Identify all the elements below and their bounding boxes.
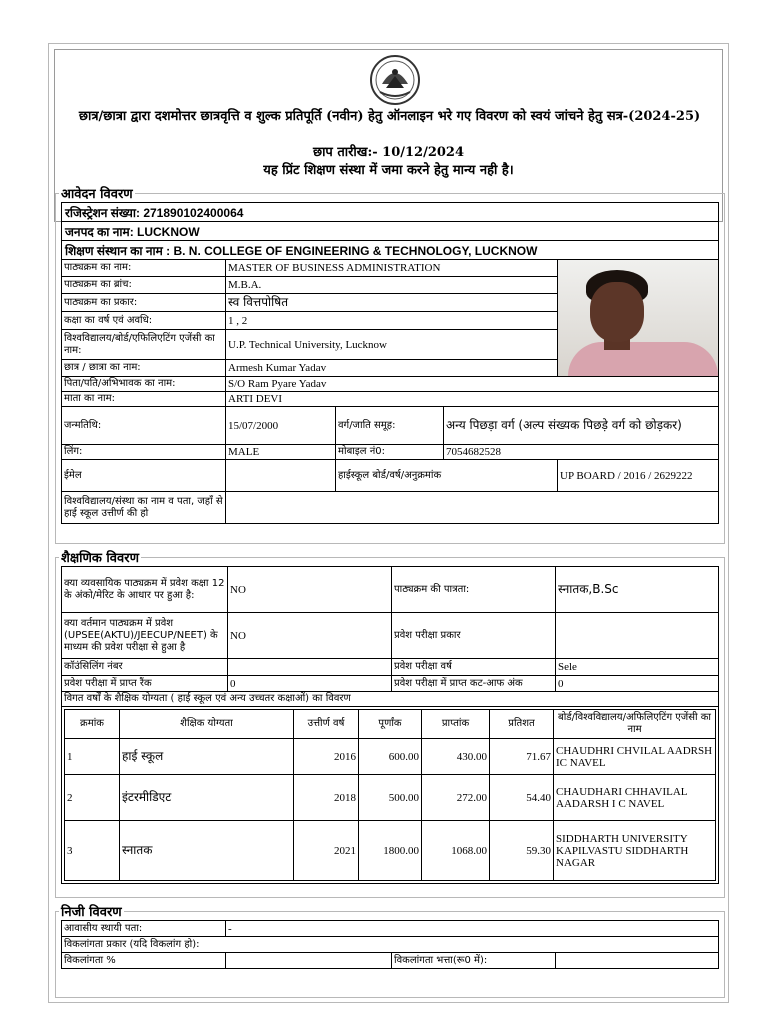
exam-year-label: प्रवेश परीक्षा वर्ष [392,659,556,676]
table-row [65,775,716,821]
row-max-marks: 500.00 [359,775,422,821]
disability-percent [226,953,392,969]
year-duration: 1 , 2 [226,312,558,330]
academic-table [61,566,719,884]
personal-legend: निजी विवरण [61,905,122,920]
row-qualification: स्नातक [120,821,294,881]
merit-question-label: क्या व्यवसायिक पाठ्यक्रम में प्रवेश कक्षा 12 के अंको/मेरिट के आधार पर हुआ है: [62,567,228,613]
course-type: स्व वित्तपोषित [226,294,558,312]
father-name: S/O Ram Pyare Yadav [226,377,719,392]
entrance-question-label: क्या वर्तमान पाठ्यक्रम में प्रवेश (UPSEE(AKTU)/JEECUP/NEET) के माध्यम की प्रवेश परीक्षा से हुआ है [62,613,228,659]
gender-label: लिंग: [62,445,226,460]
table-row [65,739,716,775]
row-percentage: 71.67 [490,739,554,775]
row-board: CHAUDHRI CHVILAL AADRSH IC NAVEL [554,739,716,775]
address-label: आवासीय स्थायी पता: [62,921,226,937]
row-board: SIDDHARTH UNIVERSITY KAPILVASTU SIDDHARTH NAGAR [554,821,716,881]
address: - [226,921,719,937]
print-date: छाप तारीख:- 10/12/2024 [312,145,465,160]
row-max-marks: 1800.00 [359,821,422,881]
row-percentage: 54.40 [490,775,554,821]
exam-type-label: प्रवेश परीक्षा प्रकार [392,613,556,659]
rank: 0 [228,676,392,692]
mother-name-label: माता का नाम: [62,392,226,407]
category: अन्य पिछड़ा वर्ग (अल्प संख्यक पिछड़े वर्ग को छोड़कर) [444,407,719,445]
academic-legend: शैक्षणिक विवरण [61,551,139,566]
col-board: बोर्ड/विश्वविद्यालय/अफिलिएटिंग एजेंसी का नाम [554,710,716,739]
row-qualification: हाई स्कूल [120,739,294,775]
hs-school [226,492,719,524]
row-qualification: इंटरमीडिएट [120,775,294,821]
row-percentage: 59.30 [490,821,554,881]
row-sn: 1 [65,739,120,775]
disability-percent-label: विकलांगता % [62,953,226,969]
branch: M.B.A. [226,277,558,294]
hs-board: UP BOARD / 2016 / 2629222 [558,460,719,492]
form-title: छात्र/छात्रा द्वारा दशमोत्तर छात्रवृत्ति व शुल्क प्रतिपूर्ति (नवीन) हेतु ऑनलाइन भरे गए विवरण को स्वयं जांचने हेतु सत्र-(2024-25) [78,109,701,124]
father-name-label: पिता/पति/अभिभावक का नाम: [62,377,226,392]
district-name: जनपद का नाम: LUCKNOW [62,222,719,241]
cutoff-label: प्रवेश परीक्षा में प्राप्त कट-आफ अंक [392,676,556,692]
disability-allowance [556,953,719,969]
institute-name: शिक्षण संस्थान का नाम : B. N. COLLEGE OF ENGINEERING & TECHNOLOGY, LUCKNOW [62,241,719,260]
row-sn: 3 [65,821,120,881]
past-education-table [64,709,716,881]
application-table [61,202,719,524]
row-obtained-marks: 430.00 [422,739,490,775]
past-education-label: विगत वर्षों के शैक्षिक योग्यता ( हाई स्कूल एवं अन्य उच्चतर कक्षाओं) का विवरण [62,692,719,707]
col-pass-year: उत्तीर्ण वर्ष [294,710,359,739]
disability-allowance-label: विकलांगता भत्ता(रू0 में): [392,953,556,969]
print-note: यह प्रिंट शिक्षण संस्था में जमा करने हेतु मान्य नही है। [263,163,514,178]
row-pass-year: 2021 [294,821,359,881]
entrance-question-answer: NO [228,613,392,659]
row-pass-year: 2018 [294,775,359,821]
gender: MALE [226,445,336,460]
year-label: कक्षा का वर्ष एवं अवधि: [62,312,226,330]
hs-board-label: हाईस्कूल बोर्ड/वर्ष/अनुक्रमांक [336,460,558,492]
student-name: Armesh Kumar Yadav [226,360,558,377]
application-section [55,184,725,544]
eligibility: स्नातक,B.Sc [556,567,719,613]
col-qualification: शैक्षिक योग्यता [120,710,294,739]
mobile-label: मोबाइल नं0: [336,445,444,460]
university: U.P. Technical University, Lucknow [226,330,558,360]
row-sn: 2 [65,775,120,821]
row-pass-year: 2016 [294,739,359,775]
dob-label: जन्मतिथि: [62,407,226,445]
row-board: CHAUDHARI CHHAVILAL AADARSH I C NAVEL [554,775,716,821]
counselling-label: कॉउंसिलिंग नंबर [62,659,228,676]
application-legend: आवेदन विवरण [61,187,133,202]
registration-number: रजिस्ट्रेशन संख्या: 271890102400064 [62,203,719,222]
university-label: विश्वविद्यालय/बोर्ड/एफिलिएटिंग एजेंसी का नाम: [62,330,226,360]
exam-year: Sele [556,659,719,676]
course-type-label: पाठ्यक्रम का प्रकार: [62,294,226,312]
student-name-label: छात्र / छात्रा का नाम: [62,360,226,377]
mother-name: ARTI DEVI [226,392,719,407]
email-label: ईमेल [62,460,226,492]
row-max-marks: 600.00 [359,739,422,775]
form-page [48,43,729,1003]
rank-label: प्रवेश परीक्षा में प्राप्त रैंक [62,676,228,692]
course-name: MASTER OF BUSINESS ADMINISTRATION [226,260,558,277]
col-obtained-marks: प्राप्तांक [422,710,490,739]
col-sn: क्रमांक [65,710,120,739]
col-percentage: प्रतिशत [490,710,554,739]
branch-label: पाठ्यक्रम का ब्रांच: [62,277,226,294]
category-label: वर्ग/जाति समूह: [336,407,444,445]
dob: 15/07/2000 [226,407,336,445]
email [226,460,336,492]
course-name-label: पाठ्यक्रम का नाम: [62,260,226,277]
row-obtained-marks: 1068.00 [422,821,490,881]
col-max-marks: पूर्णांक [359,710,422,739]
counselling-number [228,659,392,676]
up-govt-emblem-icon [364,54,426,106]
mobile: 7054682528 [444,445,719,460]
personal-section [55,902,725,998]
row-obtained-marks: 272.00 [422,775,490,821]
academic-section [55,548,725,898]
merit-question-answer: NO [228,567,392,613]
exam-type [556,613,719,659]
cutoff: 0 [556,676,719,692]
hs-school-label: विश्वविद्यालय/संस्था का नाम व पता, जहाँ से हाई स्कूल उत्तीर्ण की हो [62,492,226,524]
eligibility-label: पाठ्यक्रम की पात्रता: [392,567,556,613]
personal-table [61,920,719,969]
student-photo [558,260,719,377]
table-row [65,821,716,881]
disability-type-label: विकलांगता प्रकार (यदि विकलांग हो): [62,937,719,953]
